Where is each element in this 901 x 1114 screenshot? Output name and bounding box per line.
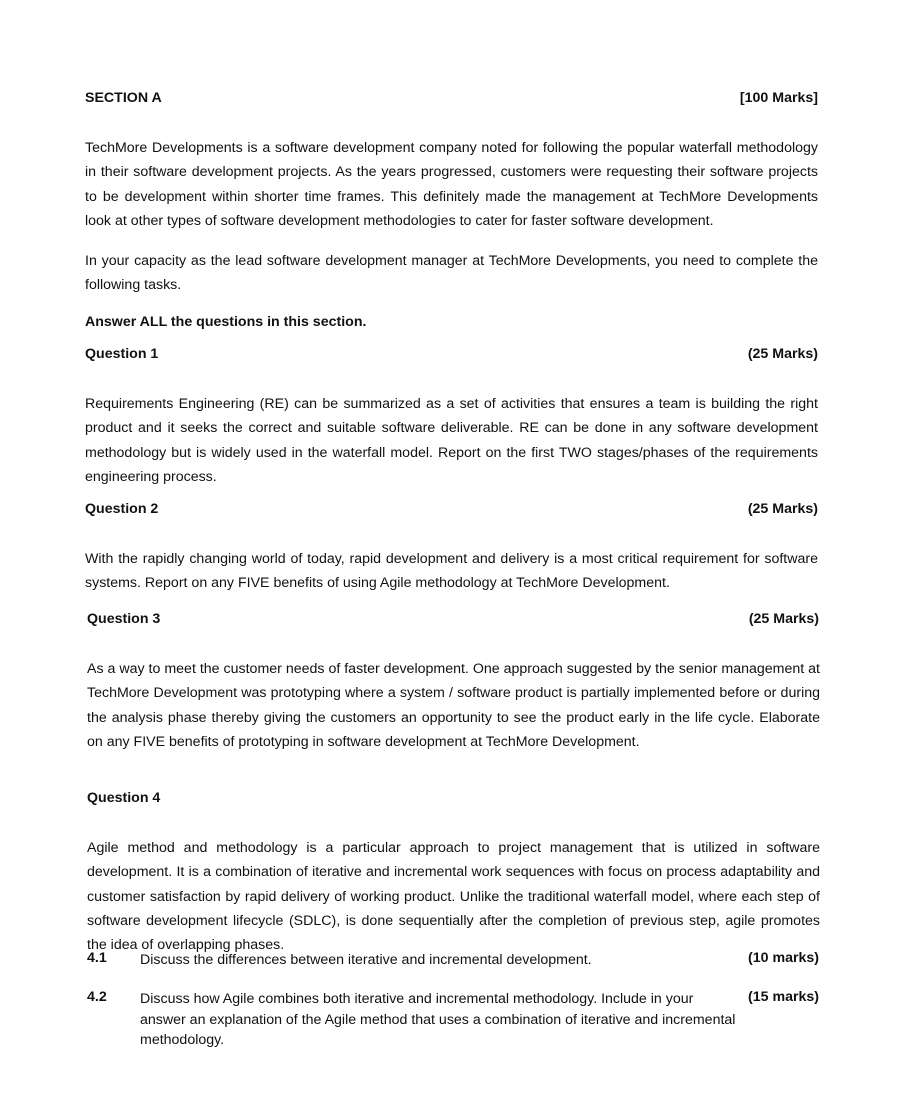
question-3-marks: (25 Marks) (748, 611, 819, 627)
question-4-title: Question 4 (87, 790, 161, 806)
question-1-title: Question 1 (85, 346, 159, 362)
subquestion-4-1-marks: (10 marks) (748, 950, 819, 966)
intro-paragraph-2: In your capacity as the lead software development manager at TechMore Developments, you need to complete the following tasks. (85, 253, 818, 294)
section-marks: [100 Marks] (739, 90, 818, 106)
question-2-text: With the rapidly changing world of today, rapid development and delivery is a most critical requirement for software systems. Report on any FIVE benefits of using Agile methodology at TechMore Development. (85, 551, 818, 592)
question-1-text: Requirements Engineering (RE) can be summarized as a set of activities that ensures a team is building the right product and it seeks the correct and suitable software deliverable. RE can be done in any software development methodology but is widely used in the waterfall model. Report on the first TWO stages/phases of the requirements engineering process. (85, 396, 818, 485)
question-3-title: Question 3 (87, 611, 161, 627)
subquestion-4-1-text: Discuss the differences between iterative and incremental development. (140, 952, 592, 968)
subquestion-4-2-marks: (15 marks) (748, 989, 819, 1005)
section-title: SECTION A (85, 90, 162, 106)
intro-paragraph-1: TechMore Developments is a software development company noted for following the popular waterfall methodology in their software development projects. As the years progressed, customers were requesting their software projects to be development within shorter time frames. This definitely made the management at TechMore Developments look at other types of software development methodologies to cater for faster software development. (85, 140, 818, 229)
question-4-text: Agile method and methodology is a particular approach to project management that is utilized in software development. It is a combination of iterative and incremental work sequences with focus on process adaptability and customer satisfaction by rapid delivery of working product. Unlike the traditional waterfall model, where each step of software development lifecycle (SDLC), is done sequentially after the completion of previous step, agile promotes the idea of overlapping phases. (87, 840, 820, 954)
question-1-marks: (25 Marks) (747, 346, 818, 362)
question-3-text: As a way to meet the customer needs of faster development. One approach suggested by the senior management at TechMore Development was prototyping where a system / software product is partially implemented before or during the analysis phase thereby giving the customers an opportunity to see the product early in the life cycle. Elaborate on any FIVE benefits of prototyping in software development at TechMore Development. (87, 661, 820, 750)
question-2-marks: (25 Marks) (747, 501, 818, 517)
instruction-text: Answer ALL the questions in this section. (85, 314, 367, 330)
subquestion-4-2-text: Discuss how Agile combines both iterative and incremental methodology. Include in your answer an explanation of the Agile method that uses a combination of iterative and incremental methodology. (140, 991, 736, 1048)
question-2-title: Question 2 (85, 501, 159, 517)
subquestion-4-2-number: 4.2 (87, 989, 107, 1005)
subquestion-4-1-number: 4.1 (87, 950, 107, 966)
